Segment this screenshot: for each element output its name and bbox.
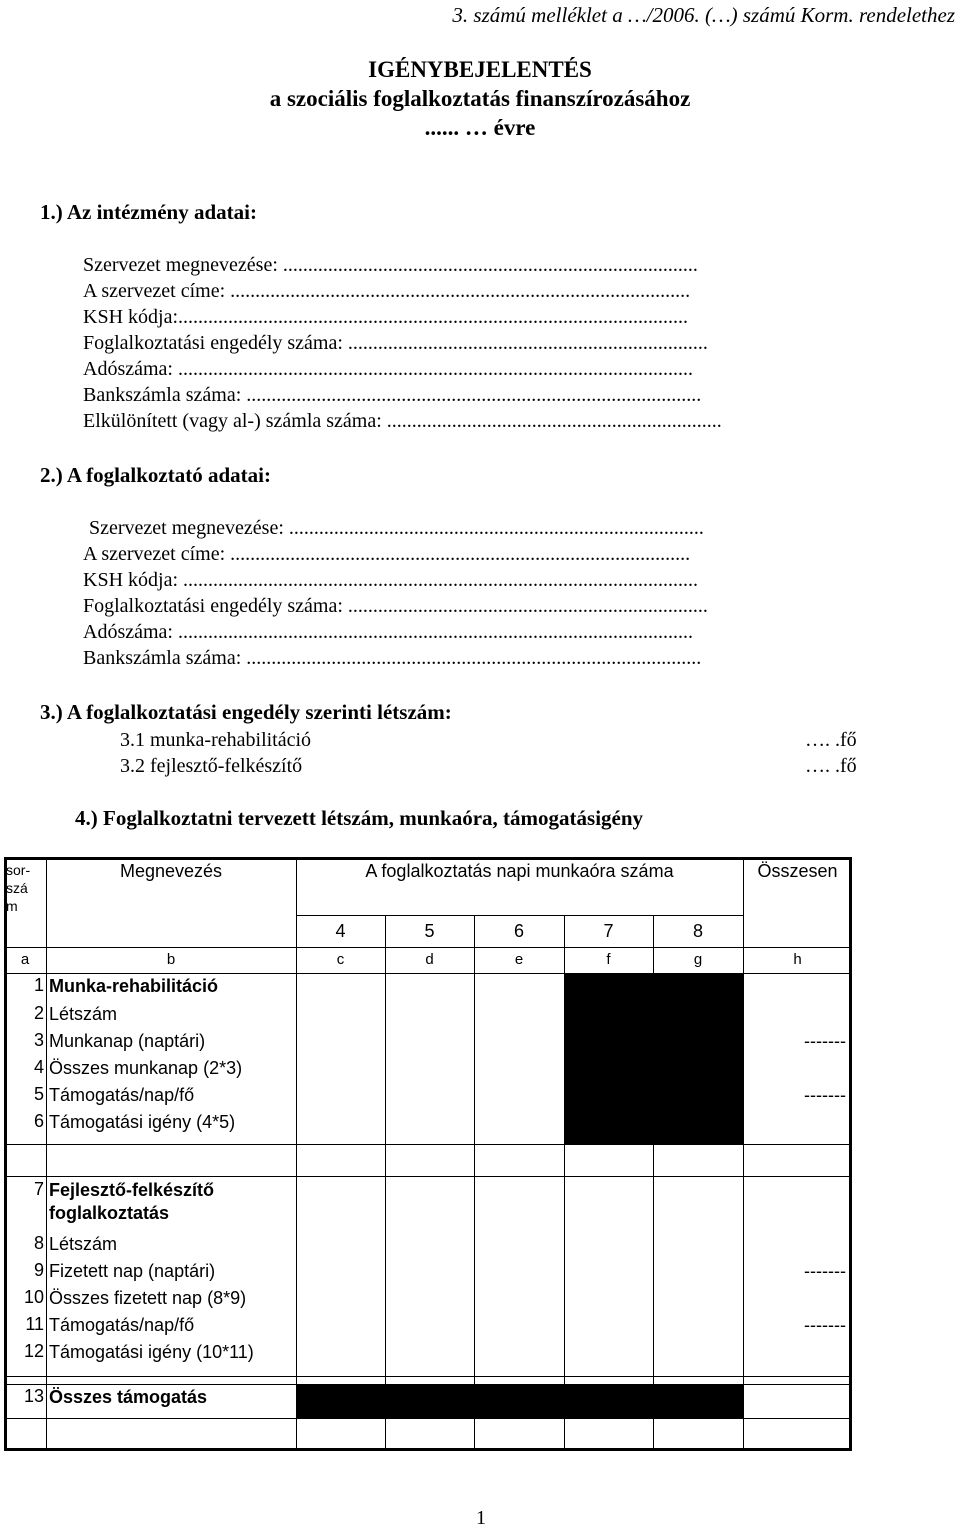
row-number: 12: [23, 1341, 44, 1361]
row-number: 6: [33, 1111, 44, 1131]
row-divider-total: [4, 1384, 852, 1385]
section1-field-address: A szervezet címe: ............................................................................................: [83, 280, 691, 302]
row-label: Összes fizetett nap (8*9): [49, 1288, 247, 1308]
col-letter-h: h: [793, 951, 802, 968]
row-label: Munkanap (naptári): [49, 1031, 206, 1051]
col-letter-a: a: [20, 951, 30, 968]
row-label: Támogatási igény (10*11): [49, 1342, 254, 1362]
row-total: -------: [804, 1085, 846, 1105]
row-number: 1: [33, 975, 44, 995]
headcount-rehab-value: …. .fő: [805, 729, 857, 751]
row-total: -------: [804, 1315, 846, 1335]
col-divider-hours: [385, 915, 386, 1451]
annex-note: 3. számú melléklet a …/2006. (…) számú Korm. rendelethez: [452, 3, 955, 27]
section2-field-address: A szervezet címe: ............................................................................................: [83, 543, 691, 565]
row-number: 9: [33, 1260, 44, 1280]
col-letter-c: c: [336, 951, 345, 968]
document-year: ...... … évre: [424, 115, 536, 140]
col-divider-hours: [564, 915, 565, 1451]
headcount-dev-value: …. .fő: [805, 755, 857, 777]
row-total: -------: [804, 1031, 846, 1051]
row-number: 13: [23, 1386, 44, 1406]
col-letter-f: f: [606, 951, 611, 968]
section2-field-tax: Adószáma: .......................................................................................................: [83, 621, 693, 643]
hours-label-7: 7: [603, 921, 614, 941]
section1-field-subaccount: Elkülönített (vagy al-) számla száma: ...................................................................: [83, 410, 722, 432]
col-divider-hours: [653, 915, 654, 1451]
document-subtitle: a szociális foglalkoztatás finanszírozásához: [269, 86, 691, 111]
row-divider-total-gap: [4, 1376, 852, 1377]
row-number: 2: [33, 1003, 44, 1023]
col-letter-b: b: [166, 951, 176, 968]
section1-field-license: Foglalkoztatási engedély száma: ........................................................................: [83, 332, 708, 354]
col-divider-hours: [474, 915, 475, 1451]
row-divider-data: [4, 973, 852, 974]
row-divider-total-bottom: [4, 1418, 852, 1419]
support-table: [4, 857, 852, 1451]
section2-field-license: Foglalkoztatási engedély száma: ........................................................................: [83, 595, 708, 617]
section1-field-bank: Bankszámla száma: ...........................................................................................: [83, 384, 702, 406]
row-divider-hours: [296, 915, 743, 916]
col-header-hours: A foglalkoztatás napi munkaóra száma: [365, 861, 674, 881]
row-label: Munka-rehabilitáció: [49, 976, 219, 996]
hours-label-4: 4: [335, 921, 346, 941]
col-header-osszesen: Összesen: [757, 861, 838, 881]
col-letter-d: d: [425, 951, 434, 968]
row-number: 3: [33, 1030, 44, 1050]
headcount-rehab-label: 3.1 munka-rehabilitáció: [120, 729, 312, 751]
section2-field-name: Szervezet megnevezése: ...................................................................................: [89, 517, 704, 539]
document-title: IGÉNYBEJELENTÉS: [368, 57, 592, 82]
hours-label-6: 6: [513, 921, 524, 941]
section1-heading: 1.) Az intézmény adatai:: [40, 200, 257, 224]
section1-field-ksh: KSH kódja:......................................................................................................: [83, 306, 688, 328]
col-letter-e: e: [514, 951, 524, 968]
row-divider-section-gap: [4, 1144, 852, 1145]
row-label: Összes munkanap (2*3): [49, 1058, 243, 1078]
section2-field-bank: Bankszámla száma: ...........................................................................................: [83, 647, 702, 669]
row-label: Támogatási igény (4*5): [49, 1112, 236, 1132]
row-number: 7: [33, 1179, 44, 1199]
col-header-megnevezes: Megnevezés: [119, 861, 223, 881]
section1-field-name: Szervezet megnevezése: ...................................................................................: [83, 254, 698, 276]
headcount-dev-label: 3.2 fejlesztő-felkészítő: [120, 755, 303, 777]
row-label: Fizetett nap (naptári): [49, 1261, 216, 1281]
row-number: 11: [25, 1314, 44, 1334]
row-number: 8: [33, 1233, 44, 1253]
row-number: 10: [23, 1287, 44, 1307]
row-label: Létszám: [49, 1234, 118, 1254]
row-label: Összes támogatás: [49, 1387, 208, 1407]
hours-label-5: 5: [424, 921, 435, 941]
page-number: 1: [476, 1507, 486, 1529]
row-divider-section2: [4, 1176, 852, 1177]
section3-heading: 3.) A foglalkoztatási engedély szerinti létszám:: [40, 700, 452, 724]
hours-label-8: 8: [692, 921, 703, 941]
row-total: -------: [804, 1261, 846, 1281]
row-label: Támogatás/nap/fő: [49, 1315, 195, 1335]
row-number: 4: [33, 1057, 44, 1077]
row-label: Fejlesztő-felkészítő foglalkoztatás: [49, 1180, 215, 1223]
section4-heading: 4.) Foglalkoztatni tervezett létszám, munkaóra, támogatásigény: [75, 806, 644, 830]
section2-field-ksh: KSH kódja: .......................................................................................................: [83, 569, 698, 591]
section2-heading: 2.) A foglalkoztató adatai:: [40, 463, 271, 487]
row-label: Támogatás/nap/fő: [49, 1085, 195, 1105]
shaded-cell-total-support: [296, 1384, 743, 1418]
section1-field-tax: Adószáma: .......................................................................................................: [83, 358, 693, 380]
col-header-sorszam: sor- szá m: [6, 862, 31, 914]
col-letter-g: g: [693, 951, 703, 968]
row-label: Létszám: [49, 1004, 118, 1024]
row-number: 5: [33, 1084, 44, 1104]
